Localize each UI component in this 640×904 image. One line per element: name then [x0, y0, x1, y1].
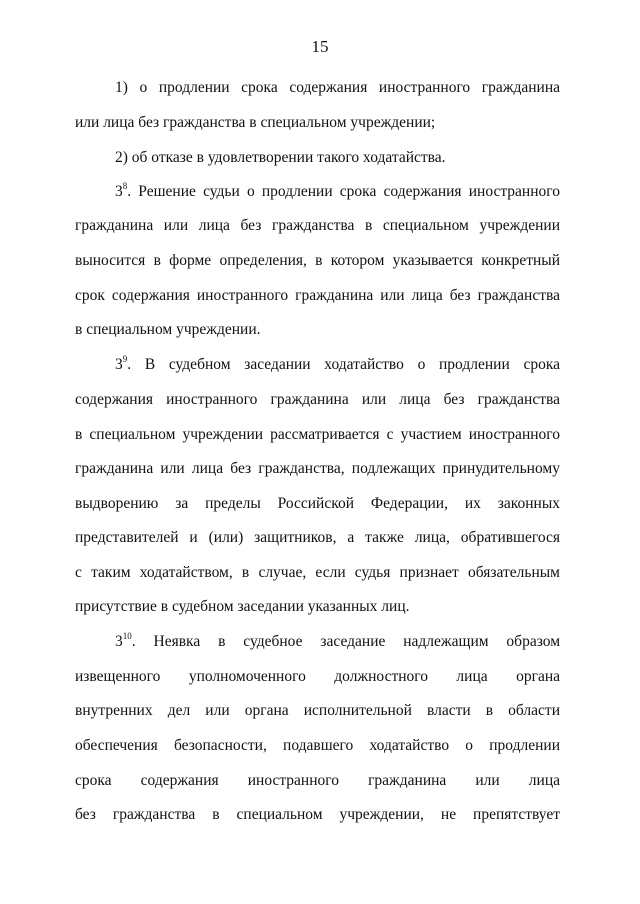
- paragraph-1-line-1: 1) о продлении срока содержания иностранного гражданина: [115, 79, 560, 96]
- paragraph-3-8-line-3: выносится в форме определения, в котором указывается конкретный: [75, 252, 560, 269]
- paragraph-3-10-marker: $3^{10}$: [115, 630, 132, 650]
- paragraph-3-8-line-2: гражданина или лица без гражданства в специальном учреждении: [75, 217, 560, 234]
- paragraph-3-10-line-3: внутренних дел или органа исполнительной власти в области: [75, 702, 560, 719]
- paragraph-3-8-line-5: в специальном учреждении.: [75, 321, 261, 338]
- paragraph-3-10-line-6: без гражданства в специальном учреждении, не препятствует: [75, 806, 560, 823]
- paragraph-3-8-marker: $3^8$: [115, 180, 128, 200]
- paragraph-3-8-line-1: $3^8$. Решение судьи о продлении срока содержания иностранного: [115, 180, 560, 200]
- paragraph-3-9-line-1: $3^9$. В судебном заседании ходатайство о продлении срока: [115, 353, 560, 373]
- paragraph-3-10-line-5: срока содержания иностранного гражданина или лица: [75, 772, 560, 789]
- paragraph-2-line-1: 2) об отказе в удовлетворении такого ходатайства.: [115, 149, 446, 166]
- paragraph-3-9-line-5: выдворению за пределы Российской Федерации, их законных: [75, 495, 560, 512]
- paragraph-3-10-line-2: извещенного уполномоченного должностного лица органа: [75, 668, 560, 685]
- paragraph-3-9-line-7: с таким ходатайством, в случае, если судья признает обязательным: [75, 564, 560, 581]
- paragraph-1-line-2: или лица без гражданства в специальном учреждении;: [75, 114, 436, 131]
- paragraph-3-9-line-6: представителей и (или) защитников, а также лица, обратившегося: [75, 529, 560, 546]
- paragraph-3-10-line-4: обеспечения безопасности, подавшего ходатайство о продлении: [75, 737, 560, 754]
- page-number: 15: [311, 37, 329, 56]
- paragraph-3-9-line-2: содержания иностранного гражданина или лица без гражданства: [75, 391, 560, 408]
- paragraph-3-8-line-4: срок содержания иностранного гражданина или лица без гражданства: [75, 287, 560, 304]
- paragraph-3-9-line-8: присутствие в судебном заседании указанных лиц.: [75, 598, 410, 615]
- paragraph-3-9-line-4: гражданина или лица без гражданства, подлежащих принудительному: [75, 460, 560, 477]
- paragraph-3-10-line-1: $3^{10}$. Неявка в судебное заседание надлежащим образом: [115, 630, 560, 650]
- paragraph-3-9-marker: $3^9$: [115, 353, 128, 373]
- paragraph-3-9-line-3: в специальном учреждении рассматривается с участием иностранного: [75, 426, 560, 443]
